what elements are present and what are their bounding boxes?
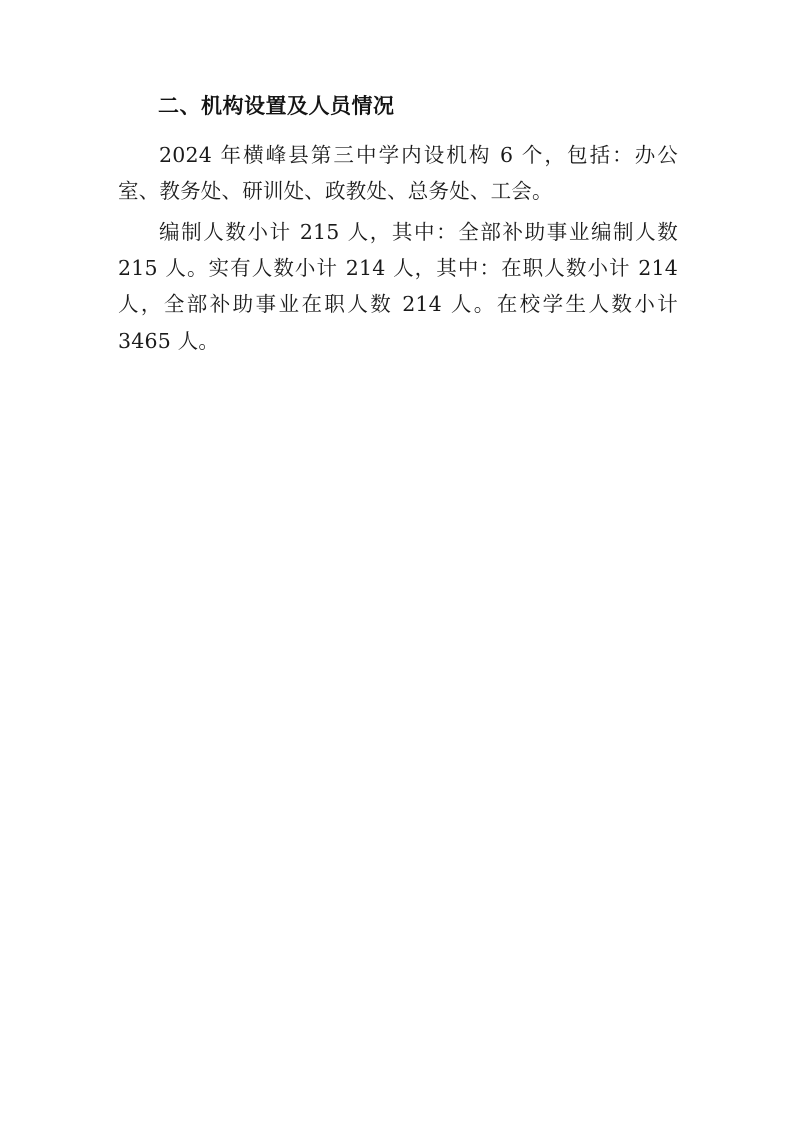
paragraph-organization-structure: 2024 年横峰县第三中学内设机构 6 个，包括：办公室、教务处、研训处、政教处、总务处、工会。 <box>118 142 678 204</box>
document-body <box>118 90 678 359</box>
paragraph-staffing-numbers: 编制人数小计 215 人，其中：全部补助事业编制人数 215 人。实有人数小计 214 人，其中：在职人数小计 214 人，全部补助事业在职人数 214 人。在校学生人数小计 3465 人。 <box>118 219 678 353</box>
section-heading: 二、机构设置及人员情况 <box>158 94 395 118</box>
